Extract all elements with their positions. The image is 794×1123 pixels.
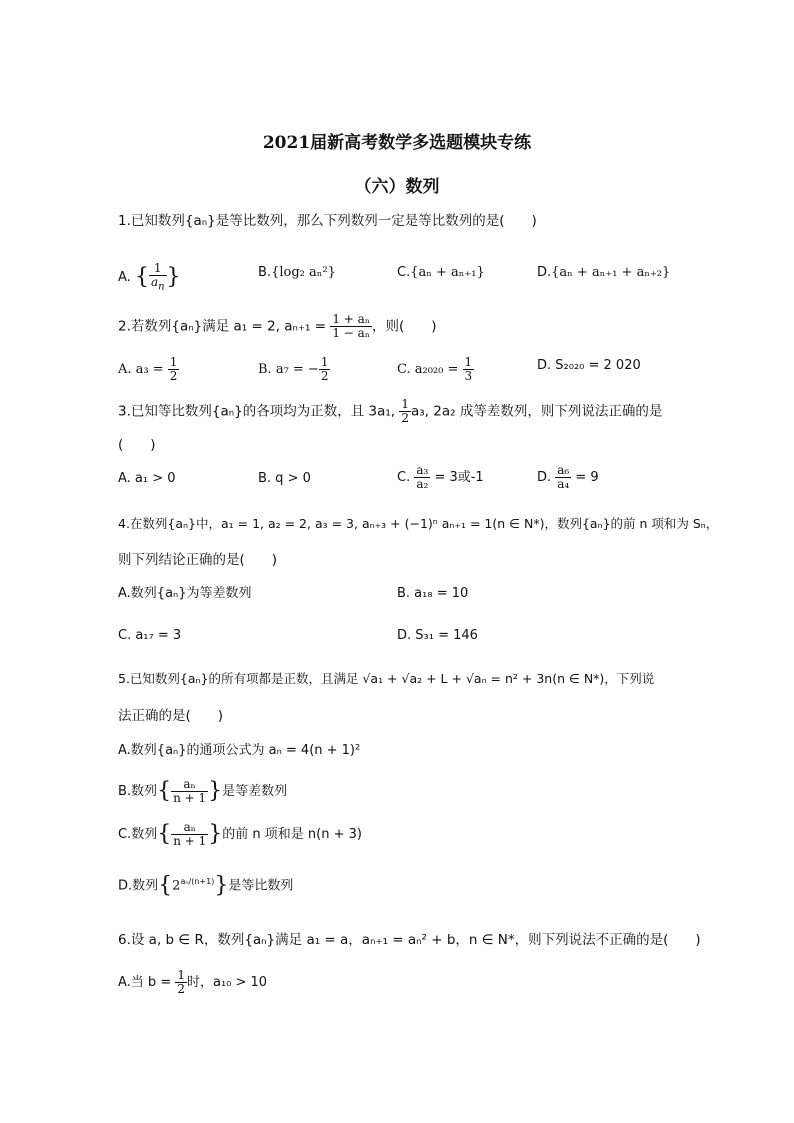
brace-left-icon: { <box>134 264 149 290</box>
question-4-option-b: B. a₁₈ = 10 <box>397 586 469 601</box>
brace-right-icon: } <box>166 264 181 290</box>
option-label: D. <box>537 265 552 280</box>
question-1-option-b <box>258 263 336 283</box>
question-3-stem-line2: ( ) <box>118 437 156 453</box>
option-label: A. <box>118 270 131 286</box>
question-2-option-b: B. a₇ = − $\frac{1}{2}$ <box>258 355 329 383</box>
question-1-option-a <box>118 262 181 293</box>
question-5-option-c: C.数列{ $\frac{\text{aₙ}}{n + 1}$ }的前 n 项和是 n(n + 3) <box>118 820 362 848</box>
question-4-stem-line2: 则下列结论正确的是( ) <box>118 552 278 568</box>
question-3-option-c: C. $\frac{\text{a₃}}{\text{a₂}}$ = 3或-1 <box>397 463 484 491</box>
question-2-stem <box>118 313 437 340</box>
question-3-option-d: D. $\frac{\text{a₆}}{\text{a₄}}$ = 9 <box>537 463 599 491</box>
fraction: $\frac{1}{a_n}$ <box>150 261 165 293</box>
question-1-option-c <box>397 263 485 283</box>
stem-text: 2.若数列{aₙ}满足 a₁ = 2, aₙ₊₁ = <box>118 318 331 335</box>
question-3-stem: 3.已知等比数列{aₙ}的各项均为正数，且 3a₁, $\frac{1}{2}$ a₃, 2a₂ 成等差数列，则下列说法正确的是 <box>118 397 663 425</box>
question-5-stem-line2: 法正确的是( ) <box>118 708 224 724</box>
question-3-option-a: A. a₁ > 0 <box>118 471 176 486</box>
option-b-expression: {log₂ aₙ²} <box>271 265 336 280</box>
page-title: 2021届新高考数学多选题模块专练 <box>262 133 532 153</box>
question-4-option-a: A.数列{aₙ}为等差数列 <box>118 586 252 601</box>
page-subtitle: （六）数列 <box>354 177 440 197</box>
question-4-option-d: D. S₃₁ = 146 <box>397 628 478 643</box>
option-c-expression: {aₙ + aₙ₊₁} <box>410 265 485 280</box>
question-2-option-a: A. a₃ = $\frac{1}{2}$ <box>118 355 178 383</box>
question-5-stem: 5.已知数列{aₙ}的所有项都是正数，且满足 √a₁ + √a₂ + L + √aₙ = n² + 3n(n ∈ N*)，下列说 <box>118 671 655 686</box>
question-4-stem: 4.在数列{aₙ}中，a₁ = 1, a₂ = 2, a₃ = 3, aₙ₊₃ + (−1)ⁿ aₙ₊₁ = 1(n ∈ N*)，数列{aₙ}的前 n 项和为 Sₙ， <box>118 516 719 531</box>
question-4-option-c: C. a₁₇ = 3 <box>118 628 182 643</box>
option-label: B. <box>258 265 272 280</box>
option-label: C. <box>397 265 411 280</box>
fraction: $\frac{\text{1 + aₙ}}{\text{1 − aₙ}}$ <box>332 312 371 340</box>
question-6-stem: 6.设 a, b ∈ R，数列{aₙ}满足 a₁ = a，aₙ₊₁ = aₙ² + b，n ∈ N*，则下列说法不正确的是( ) <box>118 932 701 948</box>
question-6-option-a: A.当 b = $\frac{1}{2}$ 时，a₁₀ > 10 <box>118 968 268 996</box>
stem-text: ，则( ) <box>372 318 437 335</box>
option-d-expression: {aₙ + aₙ₊₁ + aₙ₊₂} <box>551 265 671 280</box>
question-3-option-b: B. q > 0 <box>258 471 311 486</box>
question-2-option-d: D. S₂₀₂₀ = 2 020 <box>537 358 641 373</box>
question-2-option-c: C. a₂₀₂₀ = $\frac{1}{3}$ <box>397 355 473 383</box>
question-1-stem: 1.已知数列{aₙ}是等比数列，那么下列数列一定是等比数列的是( ) <box>118 213 537 229</box>
question-5-option-a: A.数列{aₙ}的通项公式为 aₙ = 4(n + 1)² <box>118 743 361 758</box>
question-5-option-d: D.数列$\{2^{a_n/(n+1)}\}$是等比数列 <box>118 872 294 898</box>
question-1-option-d <box>537 263 670 283</box>
question-5-option-b: B.数列{ $\frac{\text{aₙ}}{n + 1}$ }是等差数列 <box>118 777 288 805</box>
